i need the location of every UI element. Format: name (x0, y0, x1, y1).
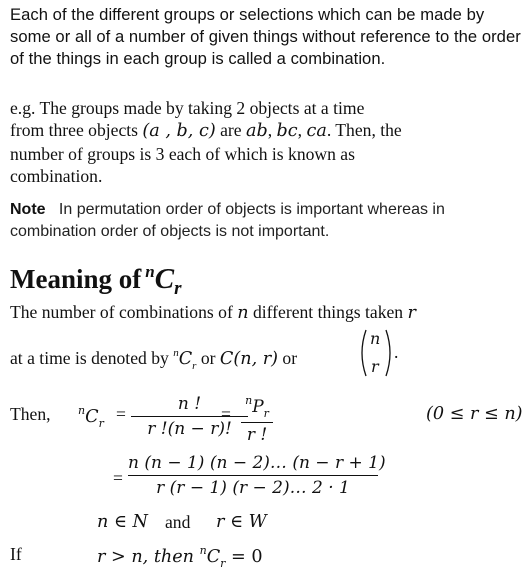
formula-and: and (165, 512, 191, 532)
meaning-cnr: C(n, r) (219, 349, 279, 369)
example-text: from three objects (10, 120, 143, 141)
meaning-period: . (394, 342, 399, 362)
perm-sub-r: r (263, 407, 269, 420)
if-c: C (206, 547, 221, 567)
fraction-bar (241, 422, 273, 423)
example-text: are (215, 120, 246, 141)
meaning-or: or (196, 348, 220, 368)
formula-equals-3: = (113, 468, 123, 488)
binomial-bottom: r (371, 357, 379, 376)
formula-equals-2: = (221, 404, 231, 424)
binomial-notation (358, 328, 394, 378)
example-group-bc: bc (276, 121, 298, 142)
fraction-denominator: r ! (246, 425, 268, 446)
if-condition: r > n, then (97, 547, 194, 567)
example-line-4: combination. (10, 166, 103, 187)
meaning-text: The number of combinations of (10, 302, 238, 322)
binomial-top: n (370, 329, 381, 348)
if-sub-r: r (220, 557, 226, 570)
note-text: In permutation order of objects is important whereas in combination order of objects is not important. (10, 201, 445, 240)
definition-paragraph: Each of the different groups or selections which can be made by some or all of a number of given things without reference to the order of the things in each group is called a combination. (10, 5, 521, 68)
formula-lhs-sup-n: n (78, 404, 86, 417)
fraction-bar (128, 475, 378, 476)
formula-then: Then, (10, 404, 51, 424)
formula-if-line (97, 544, 263, 570)
meaning-text: at a time is denoted by (10, 348, 174, 368)
fraction-numerator: n (n − 1) (n − 2)… (n − r + 1) (128, 453, 386, 473)
section-heading (10, 262, 181, 300)
example-line-2 (10, 119, 522, 142)
formula-fraction-expanded (128, 453, 386, 499)
note-label: Note (10, 201, 46, 218)
example-comma: , (297, 120, 307, 141)
heading-subscript-r: r (174, 278, 182, 299)
example-paragraph (10, 97, 522, 188)
example-text: . Then, the (326, 120, 402, 141)
example-set: (a , b, c) (142, 121, 216, 142)
fraction-numerator: n ! (177, 394, 202, 414)
if-sup-n: n (199, 544, 207, 557)
fraction-numerator (241, 394, 273, 420)
perm-sup-n: n (245, 394, 253, 407)
fraction-denominator: r (r − 1) (r − 2)… 2 · 1 (156, 478, 350, 499)
example-group-ca: ca (306, 121, 327, 142)
meaning-var-n: n (237, 303, 249, 323)
formula-r-in-W: r ∈ W (216, 512, 267, 532)
example-line-1: e.g. The groups made by taking 2 objects at a time (10, 98, 365, 118)
meaning-line-1 (10, 301, 526, 324)
heading-symbol-c: C (154, 263, 175, 295)
note-paragraph (10, 199, 526, 243)
formula-equals-1: = (116, 404, 126, 424)
formula-lhs-c: C (85, 407, 99, 427)
meaning-line-2 (10, 342, 297, 377)
formula-if: If (10, 544, 22, 564)
fraction-denominator: r !(n − r)! (147, 419, 232, 440)
meaning-symbol-c: C (178, 349, 193, 369)
formula-fraction-permutation (241, 394, 273, 445)
formula-condition: (0 ≤ r ≤ n) (426, 404, 523, 424)
heading-text: Meaning of (10, 264, 142, 294)
meaning-text: different things taken (248, 302, 408, 322)
meaning-or: or (278, 348, 298, 368)
formula-n-in-N: n ∈ N (97, 512, 148, 532)
example-line-3: number of groups is 3 each of which is known as (10, 143, 355, 164)
perm-p: P (252, 397, 264, 417)
example-comma: , (267, 120, 277, 141)
if-equals-zero: = 0 (225, 547, 263, 567)
meaning-var-r: r (407, 303, 416, 323)
meaning-sup-n: n (173, 347, 179, 359)
formula-lhs (78, 404, 104, 430)
meaning-sub-r: r (192, 360, 197, 372)
example-group-ab: ab (245, 121, 268, 142)
heading-superscript-n: n (145, 262, 155, 281)
formula-lhs-sub-r: r (98, 417, 104, 430)
